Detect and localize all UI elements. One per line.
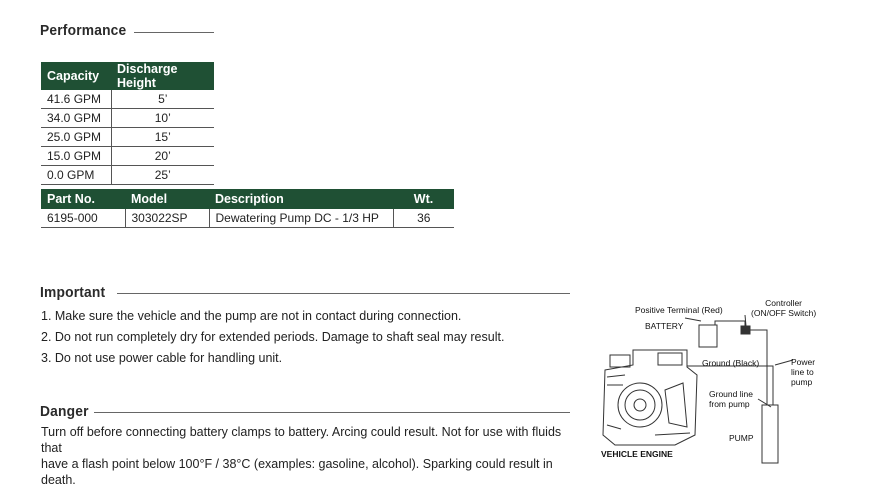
controller-label-line: Controller	[765, 298, 803, 308]
height-cell: 20’	[111, 147, 214, 166]
performance-table	[41, 62, 214, 185]
parts-table	[41, 189, 454, 228]
positive-terminal-label: Positive Terminal (Red)	[635, 305, 723, 315]
table-row	[41, 90, 214, 109]
list-item: 1. Make sure the vehicle and the pump are not in contact during connection.	[41, 309, 462, 323]
power-line-label-2: line to	[791, 367, 814, 377]
performance-heading: Performance	[40, 22, 127, 39]
power-line-label-1: Power	[791, 357, 816, 367]
ground-black-label: Ground (Black)	[702, 358, 760, 368]
engine-hub	[634, 399, 646, 411]
battery-label: BATTERY	[645, 321, 684, 331]
important-rule	[117, 293, 570, 294]
table-row	[41, 166, 214, 185]
important-list	[41, 306, 504, 369]
ground-line-label-2: from pump	[709, 399, 750, 409]
table-row	[41, 128, 214, 147]
danger-line-1: Turn off before connecting battery clamps to battery. Arcing could result. Not for use with fluids that	[41, 425, 562, 455]
important-heading: Important	[40, 284, 106, 301]
capacity-cell: 41.6 GPM	[41, 90, 111, 109]
wiring-diagram	[595, 295, 835, 467]
table-row	[41, 147, 214, 166]
engine-wheel-inner	[625, 390, 655, 420]
performance-header-row	[41, 62, 214, 90]
danger-rule	[94, 412, 570, 413]
ground-line-label	[709, 389, 753, 409]
model-cell: 303022SP	[125, 209, 209, 228]
height-cell: 25’	[111, 166, 214, 185]
pump-body	[762, 405, 778, 463]
capacity-cell: 34.0 GPM	[41, 109, 111, 128]
description-cell: Dewatering Pump DC - 1/3 HP	[209, 209, 393, 228]
description-column-header: Description	[209, 189, 393, 209]
height-cell: 5’	[111, 90, 214, 109]
performance-rule	[134, 32, 214, 33]
capacity-cell: 15.0 GPM	[41, 147, 111, 166]
list-item: 2. Do not run completely dry for extended periods. Damage to shaft seal may result.	[41, 330, 505, 344]
engine-outline	[603, 350, 697, 445]
controller-switch	[741, 326, 750, 334]
ground-line-label-1: Ground line	[709, 389, 753, 399]
capacity-cell: 0.0 GPM	[41, 166, 111, 185]
power-line-label-3: pump	[791, 377, 813, 387]
engine-battery-box	[658, 353, 682, 365]
capacity-cell: 25.0 GPM	[41, 128, 111, 147]
model-column-header: Model	[125, 189, 209, 209]
capacity-column-header: Capacity	[41, 62, 111, 90]
part-no-column-header: Part No.	[41, 189, 125, 209]
controller-label	[751, 298, 816, 318]
battery-box	[699, 325, 717, 347]
power-line-label	[791, 357, 815, 387]
table-row	[41, 109, 214, 128]
danger-line-2: have a flash point below 100°F / 38°C (examples: gasoline, alcohol). Sparking could result in death.	[41, 457, 553, 487]
weight-cell: 36	[393, 209, 454, 228]
pump-label: PUMP	[729, 433, 754, 443]
vehicle-engine-label: VEHICLE ENGINE	[601, 449, 673, 459]
list-item: 3. Do not use power cable for handling unit.	[41, 351, 283, 365]
discharge-height-column-header: Discharge Height	[111, 62, 214, 90]
height-cell: 15’	[111, 128, 214, 147]
part-no-cell: 6195-000	[41, 209, 125, 228]
controller-sub-label: (ON/OFF Switch)	[751, 308, 817, 318]
parts-header-row	[41, 189, 454, 209]
table-row	[41, 209, 454, 228]
danger-text	[41, 424, 581, 488]
engine-block	[610, 355, 630, 367]
height-cell: 10’	[111, 109, 214, 128]
danger-heading: Danger	[40, 403, 89, 420]
weight-column-header: Wt.	[393, 189, 454, 209]
engine-fan	[665, 383, 687, 427]
